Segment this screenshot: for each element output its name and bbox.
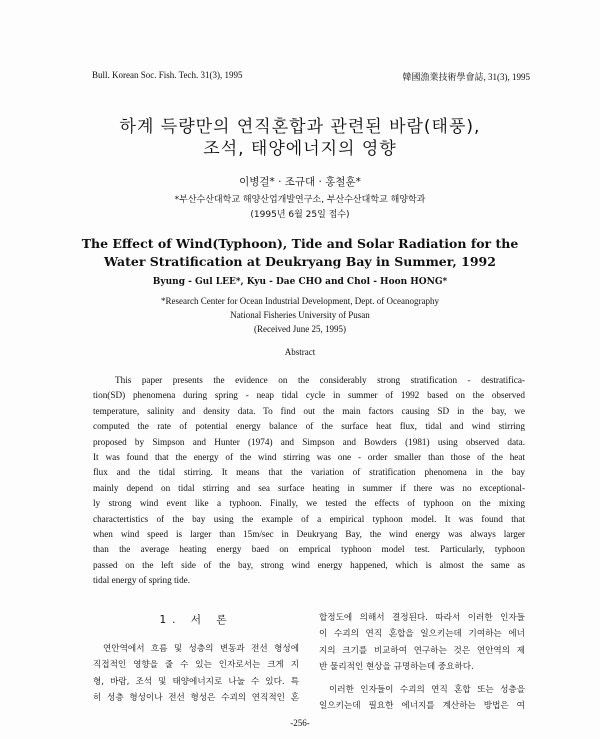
body-line: 연안역에서 흐름 및 성층의 변동과 전선 형성에 <box>103 644 299 654</box>
affiliation-korean: *부산수산대학교 해양산업개발연구소, 부산수산대학교 해양학과 <box>174 195 426 205</box>
title-korean-line2: 조석, 태양에너지의 영향 <box>203 139 397 159</box>
abstract-line: tidal energy of spring tide. <box>93 575 191 586</box>
journal-citation-ko: 韓國漁業技術學會誌, 31(3), 1995 <box>402 72 530 82</box>
body-line: 반 물리적인 현상을 규명하는데 중요하다. <box>319 661 474 672</box>
abstract-line: charactertistics of the bay using the example of a empirical typhoon model. It was found that <box>93 513 525 524</box>
body-line: 지의 크기를 비교하여 연구하는 것은 연안역의 제 <box>319 645 525 656</box>
title-english <box>40 235 560 271</box>
body-line: 합정도에 의해서 결정된다. 따라서 이러한 인자들 <box>319 613 525 623</box>
abstract-line: computed the rate of potential energy balance of the surface heat flux, tidal and wind stirring <box>93 421 525 432</box>
received-date-korean: (1995년 6월 25일 접수) <box>250 210 350 220</box>
body-column-left <box>93 612 299 706</box>
authors-english: Byung - Gul LEE*, Kyu - Dae CHO and Chol - Hoon HONG* <box>152 277 448 287</box>
abstract-line: proposed by Simpson and Hunter (1974) and Simpson and Bowders (1981) using observed data. <box>93 436 525 447</box>
authors-korean: 이병걸* · 조규대 · 홍철훈* <box>239 176 361 188</box>
intro-paragraph-2 <box>319 610 525 715</box>
title-korean-line1: 하계 득량만의 연직혼합과 관련된 바람(태풍), <box>119 117 481 137</box>
body-column-right <box>319 610 525 715</box>
intro-paragraph-1 <box>93 641 299 706</box>
title-korean <box>40 116 560 160</box>
affiliation-english-line2: National Fisheries University of Pusan <box>230 310 370 320</box>
affiliation-english <box>40 294 560 336</box>
abstract-body <box>93 373 525 589</box>
abstract-line: mainly depend on tidal stirring and sea surface heating in summer if there was no exceptional- <box>93 482 525 493</box>
body-line: 이러한 인자들이 수괴의 연직 혼합 또는 성층을 <box>329 685 525 696</box>
abstract-heading: Abstract <box>284 347 316 357</box>
abstract-line: flux and the tidal stirring. It means that the variation of stratification phenomena in the bay <box>93 467 525 478</box>
body-line: 히 성층 형성이나 전선 형성은 수괴의 연직적인 혼 <box>93 692 299 703</box>
abstract-line: It was found that the energy of the wind stirring was one - order smaller than those of the heat <box>93 452 525 463</box>
section-heading-introduction: 1. 서 론 <box>159 614 233 626</box>
abstract-line: tion(SD) phenomena during spring - neap tidal cycle in summer of 1992 based on the observed <box>93 390 525 401</box>
abstract-line: This paper presents the evidence on the considerably strong stratification - destratifica- <box>115 375 525 385</box>
title-english-line1: The Effect of Wind(Typhoon), Tide and Solar Radiation for the <box>81 236 519 251</box>
title-english-line2: Water Stratification at Deukryang Bay in Summer, 1992 <box>104 254 496 269</box>
body-line: 이 수괴의 연직 혼합을 일으키는데 기여하는 에너 <box>319 629 525 640</box>
abstract-line: when wind speed is larger than 15m/sec in Deukryang Bay, the wind energy was always larger <box>93 529 525 540</box>
body-line: 형, 바람, 조석 및 태양에너지로 나눌 수 있다. 특 <box>93 676 299 687</box>
body-line: 직접적인 영향을 줄 수 있는 인자로서는 크게 지 <box>93 660 299 671</box>
abstract-line: than the average heating energy baed on emprical typhoon model test. Particularly, typhoon <box>93 544 525 555</box>
page-number: -256- <box>290 718 310 728</box>
abstract-line: passed on the left side of the bay, strong wind energy happened, which is almost the same as <box>93 559 525 570</box>
affiliation-english-line1: *Research Center for Ocean Industrial Development, Dept. of Oceanography <box>161 296 439 306</box>
abstract-line: ly strong wind event like a typhoon. Finally, we tested the effects of typhoon on the mixing <box>93 498 525 509</box>
journal-citation-en: Bull. Korean Soc. Fish. Tech. 31(3), 1995 <box>92 70 243 80</box>
received-date-english: (Received June 25, 1995) <box>254 324 346 334</box>
running-header <box>92 70 530 84</box>
body-line: 일으키는데 필요한 에너지를 계산하는 방법은 여 <box>319 701 525 712</box>
abstract-line: temperature, salinity and density data. To find out the main factors causing SD in the bay, we <box>93 405 525 416</box>
